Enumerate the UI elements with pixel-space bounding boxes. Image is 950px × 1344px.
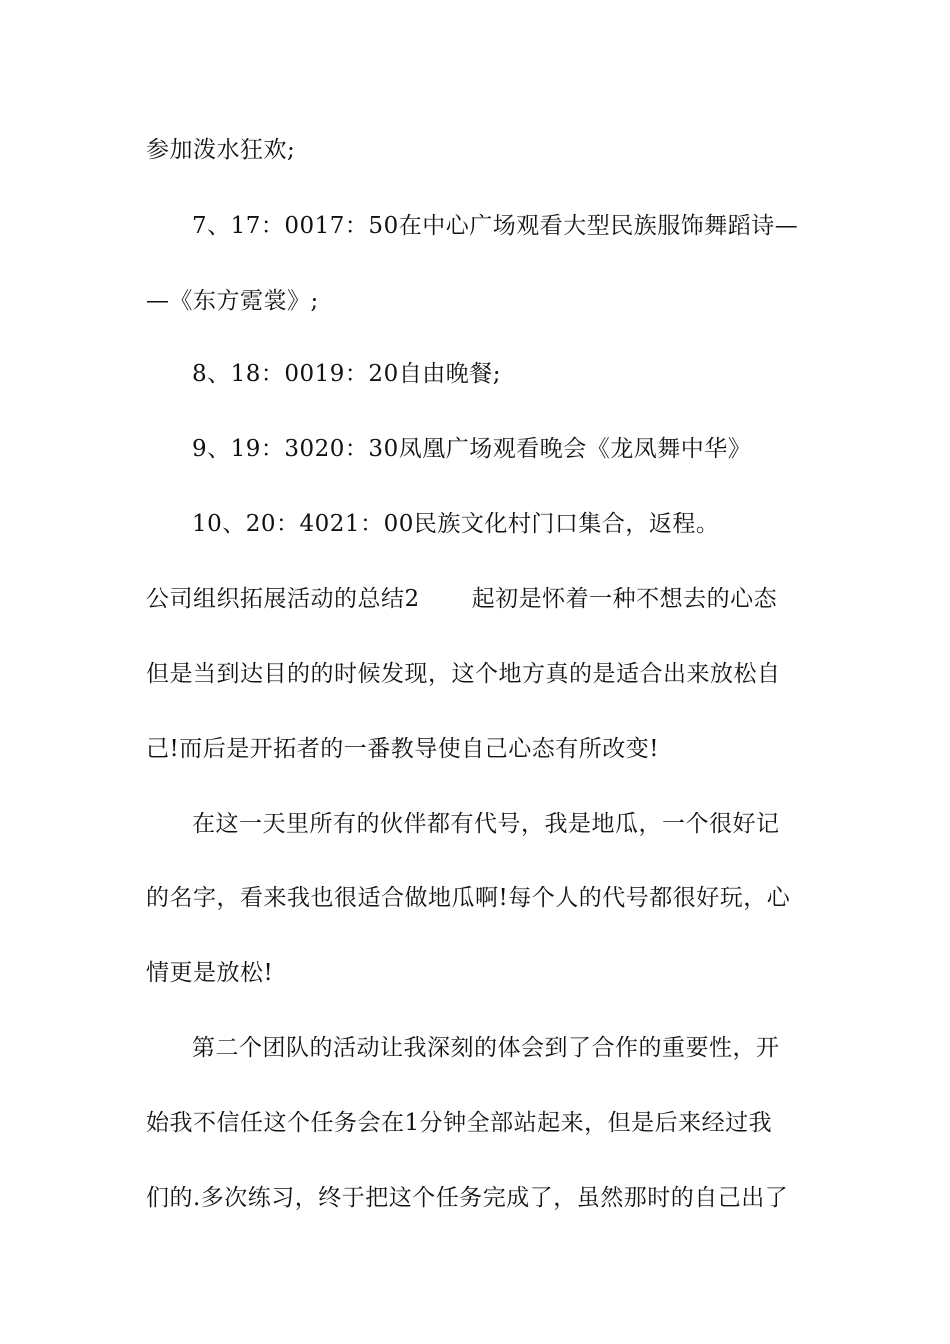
schedule-item-7: 7、17：0017：50在中心广场观看大型民族服饰舞蹈诗— [192, 213, 799, 239]
section-heading-line [146, 583, 816, 615]
paragraph-line: 们的.多次练习，终于把这个任务完成了，虽然那时的自己出了 [146, 1185, 789, 1211]
text-line-continuation: —《东方霓裳》; [146, 288, 319, 314]
paragraph-line: 第二个团队的活动让我深刻的体会到了合作的重要性，开 [192, 1035, 780, 1061]
schedule-item-9: 9、19：3020：30凤凰广场观看晚会《龙凤舞中华》 [192, 436, 752, 462]
paragraph-line: 始我不信任这个任务会在1分钟全部站起来，但是后来经过我 [146, 1110, 773, 1136]
text-line-1: 参加泼水狂欢; [146, 137, 296, 163]
paragraph-line: 己!而后是开拓者的一番教导使自己心态有所改变! [146, 736, 659, 762]
paragraph-line: 在这一天里所有的伙伴都有代号，我是地瓜，一个很好记 [192, 811, 780, 837]
paragraph-line: 但是当到达目的的时候发现，这个地方真的是适合出来放松自 [146, 661, 781, 687]
schedule-item-8: 8、18：0019：20自由晚餐; [192, 361, 501, 387]
paragraph-line: 的名字，看来我也很适合做地瓜啊!每个人的代号都很好玩，心 [146, 885, 791, 911]
paragraph-line: 情更是放松! [146, 960, 274, 986]
section-title: 公司组织拓展活动的总结2 [146, 586, 420, 612]
schedule-item-10: 10、20：4021：00民族文化村门口集合，返程。 [192, 511, 720, 537]
section-first-sentence: 起初是怀着一种不想去的心态 [471, 586, 778, 612]
